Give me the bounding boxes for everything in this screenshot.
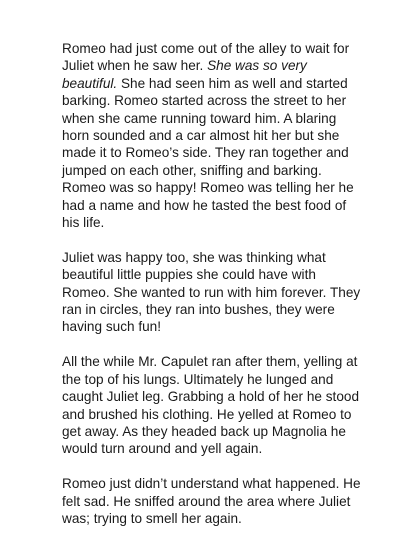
paragraph-4: Romeo just didn’t understand what happened. He felt sad. He sniffed around the area where Juliet was; trying to smell her again.	[62, 476, 361, 526]
paragraph-3: All the while Mr. Capulet ran after them, yelling at the top of his lungs. Ultimately he lunged and caught Juliet leg. Grabbing a hold of her he stood and brushed his clothing. He yelled at Romeo to get away. As they headed back up Magnolia he would turn around and yell again.	[62, 354, 359, 457]
paragraph-1	[62, 40, 362, 231]
paragraph-1-text-start: Romeo had just come out of the alley to wait for Juliet when he saw her.	[62, 41, 350, 74]
story-text	[62, 40, 362, 527]
paragraph-1-italic-text: She was so very beautiful.	[62, 58, 307, 91]
paragraph-2: Juliet was happy too, she was thinking what beautiful little puppies she could have with Romeo. She wanted to run with him forever. They ran in circles, they ran into bushes, they were having such fun!	[62, 249, 361, 335]
paragraph-1-text-end: She had seen him as well and started barking. Romeo started across the street to her when she came running toward him. A blaring horn sounded and a car almost hit her but she made it to Romeo’s side. They ran together and jumped on each other, sniffing and barking. Romeo was so happy! Romeo was telling her he had a name and how he tasted the best food of his life.	[62, 75, 354, 231]
